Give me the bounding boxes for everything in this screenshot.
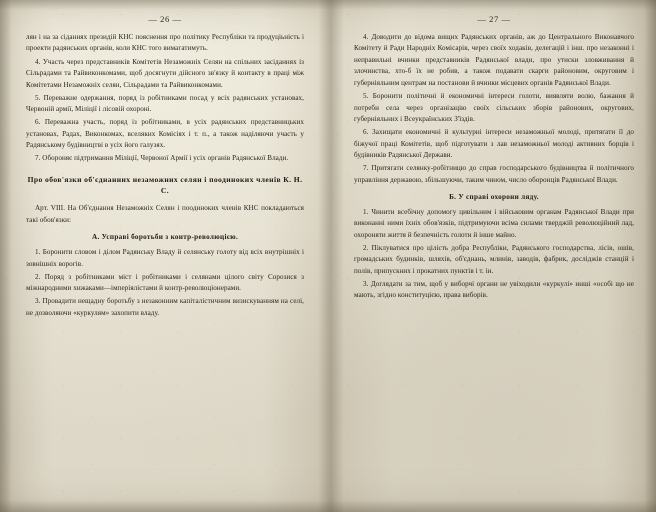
paragraph: 7. Обороняє підтримання Міліції, Червоної Армії і усіх органів Радянської Влади.: [35, 154, 289, 163]
paragraph: 2. Піклуватися про цілість добра Республіки, Радянського господарства, лісів, ошів, громадських будинків, шляхів, об'єднань, млинів, заводів, фабрик, досліджів станцій і полів, припускних і прокатних пунктів і т. ін.: [354, 243, 634, 275]
right-page-body: [354, 32, 634, 302]
paragraph: 3. Провадити нещадну боротьбу з незаконним капіталістичним визискуванням на селі, не дозволяючи «куркулям» захопити владу.: [26, 297, 304, 317]
paragraph: 6. Переважна участь, поряд із робітниками, в усіх радянських представницьких установах, Радах, Виконкомах, вселяких Комісіях і т. п., а також наділяючи участь у Радянському будівництві в усіх його галузях.: [26, 118, 304, 150]
paragraph: 1. Чинити всебічну допомогу цивільним і військовим органам Радянської Влади при виконанні ними їхніх обов'язків, підтримуючи всіма силами тверджій революційний лад, охороняти життя й безпечність голоти й інше майно.: [354, 207, 634, 239]
left-page-body: [26, 32, 304, 319]
paragraph: 6. Захищати економичні й культурні інтереси незаможньої молоді, притягати її до біжучої праці Комітетів, щоб підготувати з лав незаможньої молоді активних борців і будівників Радянської Держави.: [354, 128, 634, 160]
paragraph: 2. Поряд з робітниками міст і робітниками і селянами цілого світу Сорозися з міжнародними хижаками—імперіялістами й контр-революціонерами.: [26, 272, 304, 293]
page-number-right: — 27 —: [477, 14, 511, 24]
paragraph: 5. Переважне одержання, поряд із робітниками посад у всіх радянських установах, Червоній армії, Міліції і лісовій охороні.: [26, 93, 304, 114]
paragraph: 4. Доводити до відома вищих Радянських органів, аж до Центрального Виконавчого Комітету й Ради Народніх Комісарів, через своїх ходаків, делегацій і інш. про незаконні і неправильні вчинки представників Радянської влади, про утиски зловживання й злочинства, хто-б їх не робив, а також подавати скарги районовим, округовим і губерніяльним центрам на постанови й вчинки місцевих органів Радянської Влади.: [354, 33, 634, 87]
subsection-a-heading: А. Усправі боротьби з контр-революцією.: [91, 233, 239, 242]
right-page: [328, 0, 656, 512]
article-intro: Арт. VIII. На Об'єднання Незаможніх Селян і поодиноких членів КНС покладаються такі обов'язки:: [26, 204, 304, 224]
paragraph: лян і на за сіданнях президій КНС пояснення про політику Республіки та продуціьність і проекти радянських органів, коли КНС того вимагатимуть.: [26, 33, 304, 53]
paragraph: 3. Доглядати за тим, щоб у виборчі органи не увіходили «куркулі» инші «особі що не мають, згідно конституцією, права виборів.: [354, 279, 634, 300]
section-heading: Про обов'язки об'єднанних незаможних селян і поодиноких членів К. Н. С.: [27, 174, 303, 196]
page-number-left: — 26 —: [148, 14, 182, 24]
paragraph: 4. Участь через представників Комітетів Незаможніх Селян на спільних засіданнях із Сільрадами та Райвиконкомами, щоб досягнути дійсного зв'язку й контакту в праці між Комітетами Незаможніх селян, Сільрадами та Райвиконкомами.: [26, 57, 304, 89]
paragraph: 5. Боронити політичні й економичні інтереси голоти, виявляти волю, бажання й потреби села через організацію своїх сільських зборів районових, округових, губерніяльних і Всеукраїнських З'їздів.: [354, 92, 634, 123]
paragraph: 7. Притягати селянку-робітницю до справ господарського будівництва й політичного управління державою, збільшуючи, таким чином, число оборонців Радянської Влади.: [354, 164, 634, 184]
paragraph: 1. Боронити словом і ділом Радянську Владу й селянську голоту від всіх внутрішніх і зовнішніх ворогів.: [26, 248, 304, 268]
subsection-b-heading: Б. У справі охорони ляду.: [449, 193, 539, 202]
